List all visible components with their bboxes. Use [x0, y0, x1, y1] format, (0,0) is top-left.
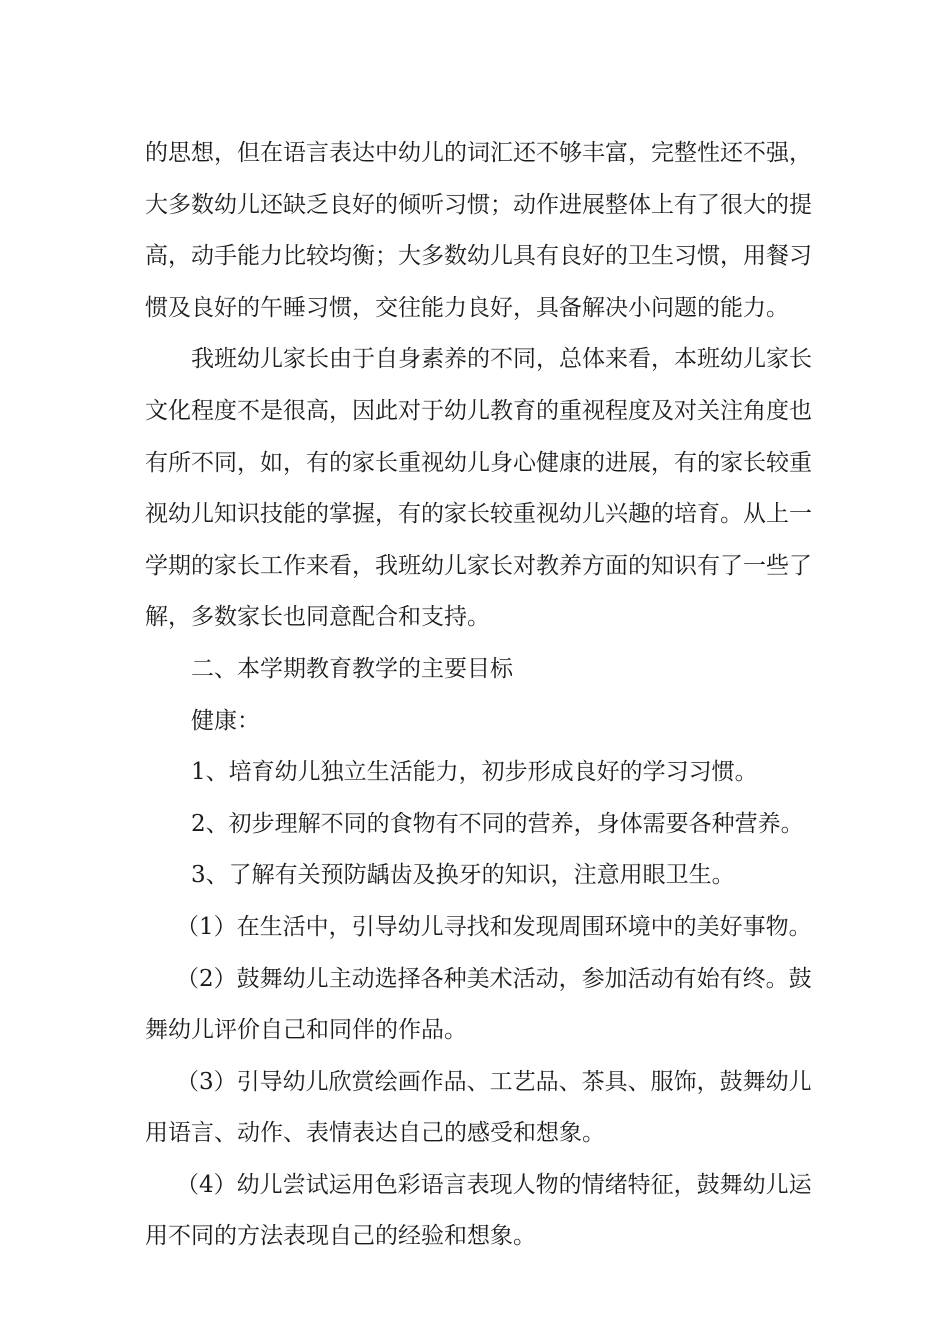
list-item: 1、培育幼儿独立生活能力，初步形成良好的学习习惯。: [191, 759, 758, 786]
list-item: （3）引导幼儿欣赏绘画作品、工艺品、茶具、服饰，鼓舞幼儿: [176, 1068, 812, 1095]
text-line: 大多数幼儿还缺乏良好的倾听习惯；动作进展整体上有了很大的提: [145, 191, 812, 218]
list-item: （1）在生活中，引导幼儿寻找和发现周围环境中的美好事物。: [176, 913, 812, 940]
text-line: 惯及良好的午睡习惯，交往能力良好，具备解决小问题的能力。: [145, 294, 789, 321]
list-item: （4）幼儿尝试运用色彩语言表现人物的情绪特征，鼓舞幼儿运: [176, 1171, 812, 1198]
list-item: 3、了解有关预防龋齿及换牙的知识，注意用眼卫生。: [191, 862, 735, 889]
text-line: 舞幼儿评价自己和同伴的作品。: [145, 1017, 467, 1044]
text-line: 文化程度不是很高，因此对于幼儿教育的重视程度及对关注角度也: [145, 397, 812, 424]
text-line: 有所不同，如，有的家长重视幼儿身心健康的进展，有的家长较重: [145, 449, 812, 476]
list-item: （2）鼓舞幼儿主动选择各种美术活动，参加活动有始有终。鼓: [176, 965, 812, 992]
text-line: 用语言、动作、表情表达自己的感受和想象。: [145, 1120, 605, 1147]
section-heading: 二、本学期教育教学的主要目标: [191, 655, 513, 682]
text-line: 的思想，但在语言表达中幼儿的词汇还不够丰富，完整性还不强，: [145, 140, 812, 166]
text-line: 用不同的方法表现自己的经验和想象。: [145, 1223, 536, 1250]
document-body: [145, 128, 810, 1263]
paragraph-first-line: 我班幼儿家长由于自身素养的不同，总体来看，本班幼儿家长: [191, 346, 812, 373]
text-line: 视幼儿知识技能的掌握，有的家长较重视幼儿兴趣的培育。从上一: [145, 501, 812, 528]
subsection-heading: 健康：: [191, 707, 260, 734]
text-line: 解，多数家长也同意配合和支持。: [145, 604, 490, 631]
text-line: 高，动手能力比较均衡；大多数幼儿具有良好的卫生习惯，用餐习: [145, 243, 812, 270]
list-item: 2、初步理解不同的食物有不同的营养，身体需要各种营养。: [191, 810, 804, 837]
text-line: 学期的家长工作来看，我班幼儿家长对教养方面的知识有了一些了: [145, 552, 812, 579]
